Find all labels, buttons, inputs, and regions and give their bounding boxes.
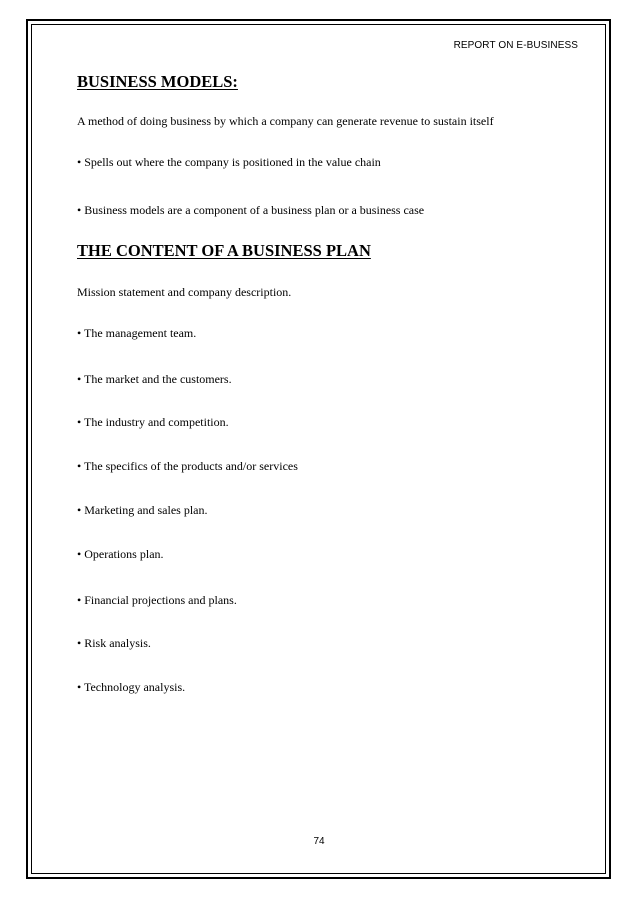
bullet-item: • Operations plan. xyxy=(77,547,164,561)
running-header: REPORT ON E-BUSINESS xyxy=(453,40,578,51)
paragraph-mission: Mission statement and company description. xyxy=(77,285,292,299)
bullet-item: • Business models are a component of a business plan or a business case xyxy=(77,203,425,217)
page-border-inner xyxy=(31,24,606,874)
section-heading-business-models: BUSINESS MODELS: xyxy=(77,72,238,91)
bullet-item: • The industry and competition. xyxy=(77,415,229,429)
page-number: 74 xyxy=(313,836,325,847)
bullet-item: • Marketing and sales plan. xyxy=(77,503,208,517)
bullet-item: • Spells out where the company is positioned in the value chain xyxy=(77,155,381,169)
bullet-item: • Financial projections and plans. xyxy=(77,593,237,607)
bullet-item: • The management team. xyxy=(77,326,197,340)
bullet-item: • Technology analysis. xyxy=(77,680,186,694)
bullet-item: • The market and the customers. xyxy=(77,372,232,386)
section-heading-business-plan: THE CONTENT OF A BUSINESS PLAN xyxy=(77,241,371,260)
bullet-item: • The specifics of the products and/or services xyxy=(77,459,298,473)
paragraph-definition: A method of doing business by which a company can generate revenue to sustain itself xyxy=(77,114,494,128)
bullet-item: • Risk analysis. xyxy=(77,636,151,650)
